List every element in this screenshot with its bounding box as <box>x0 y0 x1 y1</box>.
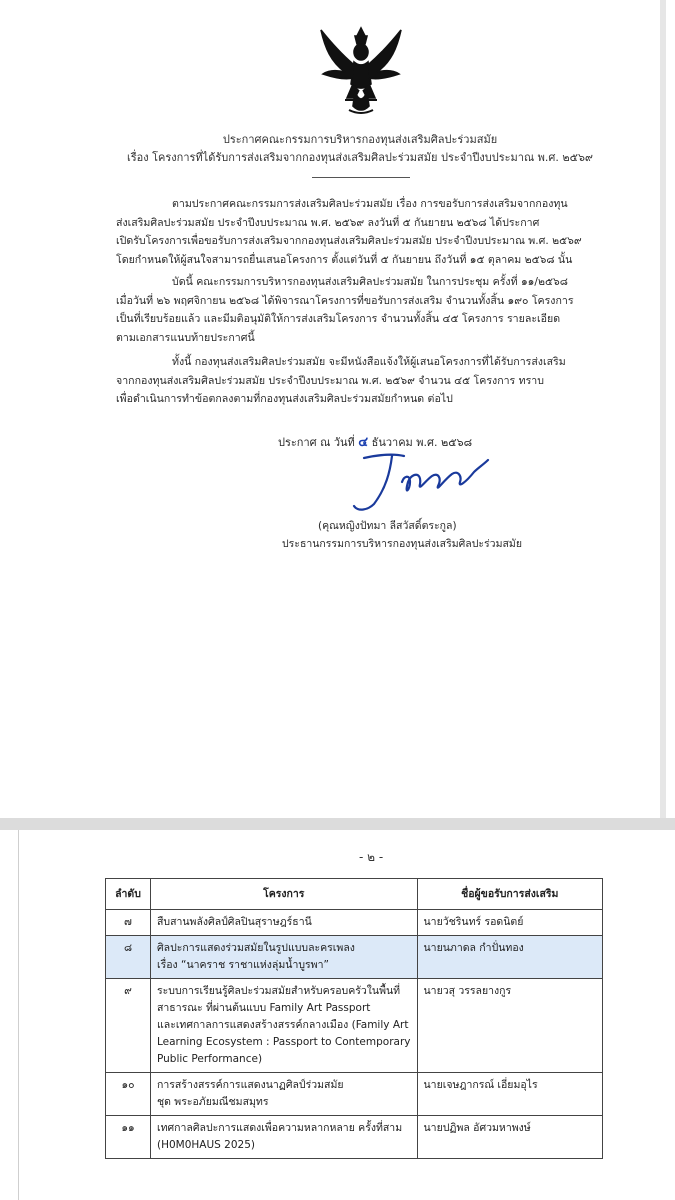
paragraph-line: จากกองทุนส่งเสริมศิลปะร่วมสมัย ประจำปีงบประมาณ พ.ศ. ๒๕๖๙ จำนวน ๔๕ โครงการ ทราบ <box>116 374 544 387</box>
table-row <box>106 979 603 1073</box>
row-applicant: นายเจษฎากรณ์ เอี่ยมอุไร <box>417 1073 603 1116</box>
paragraph-line: บัดนี้ คณะกรรมการบริหารกองทุนส่งเสริมศิลปะร่วมสมัย ในการประชุม ครั้งที่ ๑๑/๒๕๖๘ <box>172 276 568 288</box>
paragraph-line: เป็นที่เรียบร้อยแล้ว และมีมติอนุมัติให้การส่งเสริมโครงการ จำนวนทั้งสิ้น ๔๕ โครงการ รายละเอียด <box>116 313 561 326</box>
project-line: ศิลปะการแสดงร่วมสมัยในรูปแบบละครเพลง <box>157 942 355 954</box>
garuda-emblem-icon <box>315 22 407 118</box>
table-row <box>106 1073 603 1116</box>
project-line: สืบสานพลังศิลป์ศิลปินสุราษฎร์ธานี <box>157 916 312 928</box>
row-number: ๙ <box>106 979 151 1073</box>
handwritten-signature <box>352 452 492 514</box>
row-applicant: นายปฏิพล อัศวมหาพงษ์ <box>417 1116 603 1159</box>
row-project <box>151 1116 418 1159</box>
date-day: ๔ <box>358 435 369 450</box>
column-header-applicant: ชื่อผู้ขอรับการส่งเสริม <box>417 879 603 910</box>
date-prefix: ประกาศ ณ วันที่ <box>278 436 355 449</box>
signer-title: ประธานกรรมการบริหารกองทุนส่งเสริมศิลปะร่วมสมัย <box>282 538 522 550</box>
paragraph-line: โดยกำหนดให้ผู้สนใจสามารถยื่นเสนอโครงการ ตั้งแต่วันที่ ๕ กันยายน ถึงวันที่ ๑๕ ตุลาคม ๒๕๖๘ นั้น <box>116 253 573 266</box>
project-line: การสร้างสรรค์การแสดงนาฏศิลป์ร่วมสมัย <box>157 1079 344 1091</box>
row-project <box>151 910 418 936</box>
announcement-date <box>278 431 472 452</box>
page-number: - ๒ - <box>359 850 384 864</box>
project-line: เรื่อง “นาคราช ราชาแห่งลุ่มน้ำบูรพา” <box>157 959 329 971</box>
document-page-2 <box>18 830 661 1200</box>
table-header-row <box>106 879 603 910</box>
column-header-project: โครงการ <box>151 879 418 910</box>
row-applicant: นายนภาดล กำปั่นทอง <box>417 936 603 979</box>
project-line: สาธารณะ ที่ผ่านต้นแบบ Family Art Passport <box>157 1002 371 1014</box>
row-project <box>151 1073 418 1116</box>
project-line: ระบบการเรียนรู้ศิลปะร่วมสมัยสำหรับครอบครัวในพื้นที่ <box>157 985 401 997</box>
project-line: Public Performance) <box>157 1053 263 1065</box>
row-number: ๘ <box>106 936 151 979</box>
project-table <box>105 878 603 1159</box>
paragraph-line: ส่งเสริมศิลปะร่วมสมัย ประจำปีงบประมาณ พ.ศ. ๒๕๖๙ ลงวันที่ ๕ กันยายน ๒๕๖๘ ได้ประกาศ <box>116 216 540 229</box>
announcement-heading: ประกาศคณะกรรมการบริหารกองทุนส่งเสริมศิลปะร่วมสมัย <box>222 133 498 146</box>
row-number: ๑๐ <box>106 1073 151 1116</box>
row-number: ๗ <box>106 910 151 936</box>
project-line: (H0M0HAUS 2025) <box>157 1139 255 1151</box>
table-row <box>106 1116 603 1159</box>
date-suffix: ธันวาคม พ.ศ. ๒๕๖๘ <box>371 436 473 449</box>
project-line: Learning Ecosystem : Passport to Contemporary <box>157 1036 411 1048</box>
paragraph-3 <box>116 353 636 409</box>
signer-name: (คุณหญิงปัทมา ลีสวัสดิ์ตระกูล) <box>318 520 457 532</box>
paragraph-line: เมื่อวันที่ ๒๖ พฤศจิกายน ๒๕๖๘ ได้พิจารณาโครงการที่ขอรับการส่งเสริม จำนวนทั้งสิ้น ๑๙๐ โครงการ <box>116 294 574 307</box>
paragraph-line: ตามประกาศคณะกรรมการส่งเสริมศิลปะร่วมสมัย เรื่อง การขอรับการส่งเสริมจากกองทุน <box>172 198 568 210</box>
row-number: ๑๑ <box>106 1116 151 1159</box>
column-header-number: ลำดับ <box>106 879 151 910</box>
project-line: เทศกาลศิลปะการแสดงเพื่อความหลากหลาย ครั้งที่สาม <box>157 1122 403 1134</box>
paragraph-1 <box>116 195 636 269</box>
project-line: และเทศกาลการแสดงสร้างสรรค์กลางเมือง (Family Art <box>157 1019 409 1031</box>
announcement-subject: เรื่อง โครงการที่ได้รับการส่งเสริมจากกองทุนส่งเสริมศิลปะร่วมสมัย ประจำปีงบประมาณ พ.ศ. ๒๕๖๙ <box>126 151 593 164</box>
table-row-highlighted <box>106 936 603 979</box>
row-applicant: นายวสุ วรรลยางกูร <box>417 979 603 1073</box>
row-project <box>151 936 418 979</box>
paragraph-line: ตามเอกสารแนบท้ายประกาศนี้ <box>116 331 255 344</box>
paragraph-2 <box>116 273 636 347</box>
row-applicant: นายวัชรินทร์ รอดนิตย์ <box>417 910 603 936</box>
page-separator <box>0 818 675 830</box>
paragraph-line: ทั้งนี้ กองทุนส่งเสริมศิลปะร่วมสมัย จะมีหนังสือแจ้งให้ผู้เสนอโครงการที่ได้รับการส่งเสริม <box>172 356 566 368</box>
paragraph-line: เพื่อดำเนินการทำข้อตกลงตามที่กองทุนส่งเสริมศิลปะร่วมสมัยกำหนด ต่อไป <box>116 393 453 406</box>
row-project <box>151 979 418 1073</box>
paragraph-line: เปิดรับโครงการเพื่อขอรับการส่งเสริมจากกองทุนส่งเสริมศิลปะร่วมสมัย ประจำปีงบประมาณ พ.ศ. ๒๕๖๙ <box>116 235 582 248</box>
heading-divider <box>312 177 410 178</box>
table-row <box>106 910 603 936</box>
project-line: ชุด พระอภัยมณีชมสมุทร <box>157 1096 269 1108</box>
